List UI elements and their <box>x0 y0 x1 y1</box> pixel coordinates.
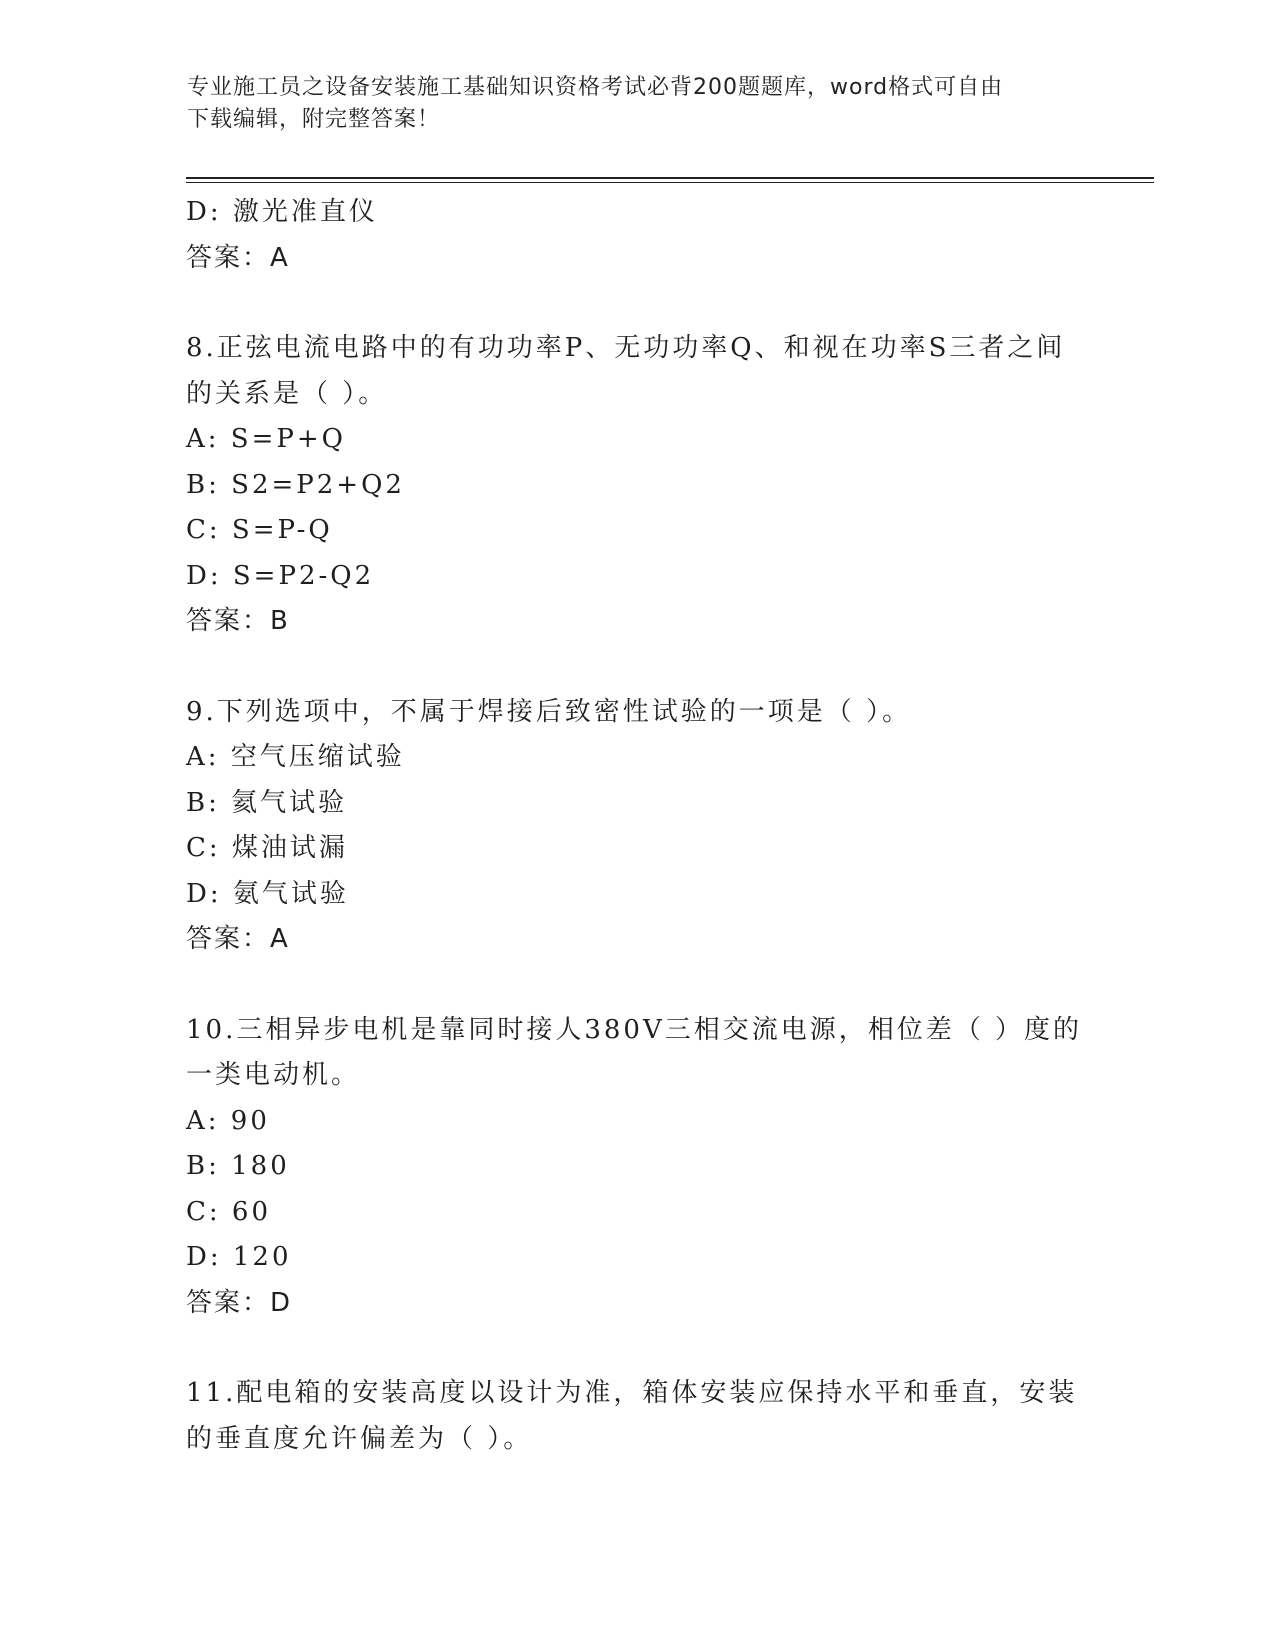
question-stem-line: 的垂直度允许偏差为（ ）。 <box>186 1423 533 1454</box>
answer-line: 答案：A <box>186 242 290 273</box>
option-b: B: 180 <box>186 1151 290 1181</box>
option-a: A: 90 <box>186 1105 270 1136</box>
option-c: C: S=P-Q <box>186 515 333 545</box>
option-c: C: 60 <box>186 1196 272 1227</box>
option-c: C: 煤油试漏 <box>186 833 348 863</box>
question-stem-line: 9.下列选项中，不属于焊接后致密性试验的一项是（ ）。 <box>186 696 912 727</box>
question-spacer <box>186 963 1086 1008</box>
option-b: B: 氦气试验 <box>186 787 348 818</box>
question-spacer <box>186 281 1086 326</box>
question-stem-line: 11.配电箱的安装高度以设计为准，箱体安装应保持水平和垂直，安装 <box>186 1378 1078 1408</box>
question-stem-line: 的关系是（ ）。 <box>186 378 388 409</box>
answer-line: 答案：B <box>186 606 290 636</box>
answer-line: 答案：A <box>186 924 290 954</box>
header-divider-thick <box>186 177 1154 179</box>
option-d: D: 120 <box>186 1242 292 1272</box>
option-a: A: 空气压缩试验 <box>186 742 405 772</box>
question-spacer <box>186 645 1086 690</box>
question-stem-line: 8.正弦电流电路中的有功功率P、无功功率Q、和视在功率S三者之间 <box>186 333 1066 363</box>
option-d: D: 激光准直仪 <box>186 197 378 227</box>
answer-line: 答案：D <box>186 1287 293 1318</box>
question-stem-line: 一类电动机。 <box>186 1060 361 1090</box>
question-7-tail <box>186 190 1086 281</box>
header-title-line-2: 下载编辑，附完整答案！ <box>187 107 441 132</box>
question-8 <box>186 326 1086 645</box>
option-a: A: S=P+Q <box>186 424 346 454</box>
question-9 <box>186 690 1086 963</box>
header-divider-thin <box>186 182 1154 183</box>
question-10 <box>186 1008 1086 1327</box>
option-d: D: 氨气试验 <box>186 878 349 909</box>
header-title-line-1: 专业施工员之设备安装施工基础知识资格考试必背200题题库，word格式可自由 <box>187 75 1004 100</box>
question-stem-line: 10.三相异步电机是靠同时接人380V三相交流电源，相位差（ ）度的 <box>186 1014 1083 1045</box>
question-11 <box>186 1371 1086 1462</box>
option-d: D: S=P2-Q2 <box>186 560 375 591</box>
option-b: B: S2=P2+Q2 <box>186 469 405 500</box>
document-header <box>187 72 1067 136</box>
question-spacer <box>186 1326 1086 1371</box>
question-list <box>186 190 1086 1462</box>
